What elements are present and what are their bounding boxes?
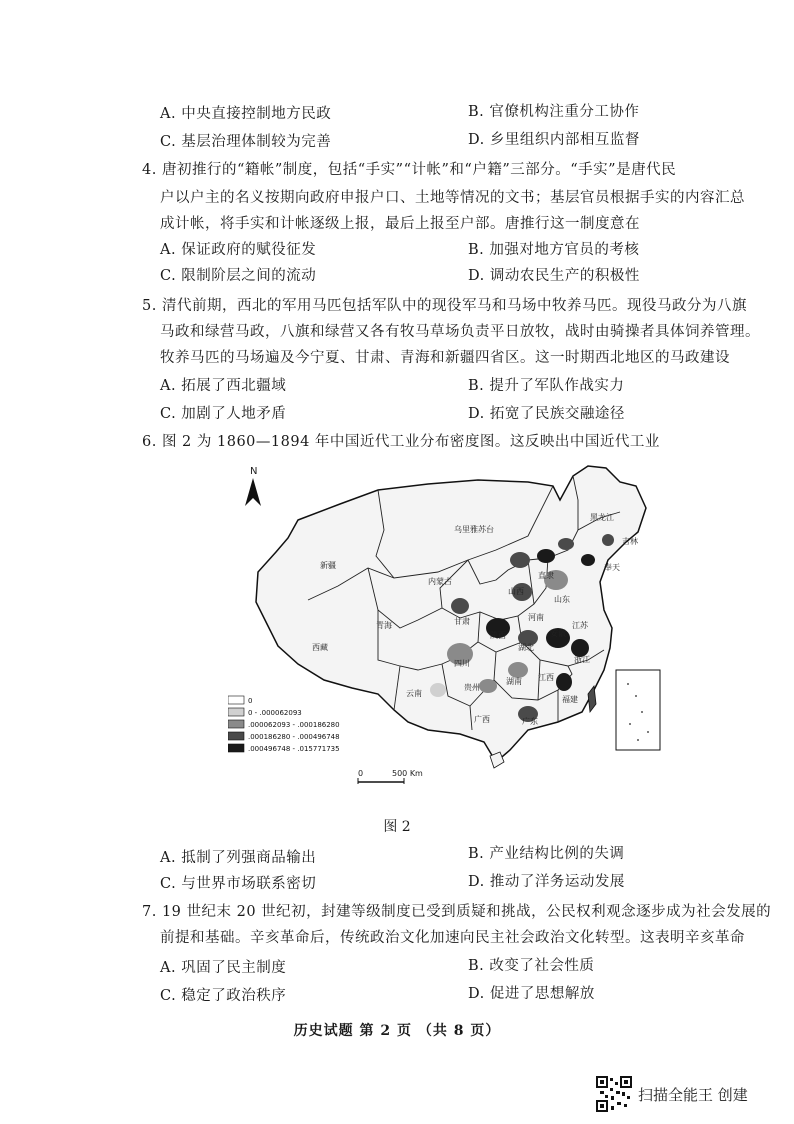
q4-option-d: D. 调动农民生产的积极性 (468, 268, 640, 284)
q4-stem-line2: 户以户主的名义按期向政府申报户口、土地等情况的文书；基层官员根据手实的内容汇总 (160, 190, 745, 206)
label-yunnan: 云南 (406, 689, 422, 698)
label-guangxi: 广西 (474, 715, 490, 724)
q3-option-a: A. 中央直接控制地方民政 (160, 106, 332, 122)
q4-option-b: B. 加强对地方官员的考核 (468, 242, 640, 258)
legend-item-2: .000062093 - .000186280 (248, 721, 340, 729)
q4-option-c: C. 限制阶层之间的流动 (160, 268, 317, 284)
q7-stem-line2: 前提和基础。辛亥革命后，传统政治文化加速向民主社会政治文化转型。这表明辛亥革命 (160, 930, 745, 946)
label-shandong: 山东 (554, 595, 570, 604)
q6-option-b: B. 产业结构比例的失调 (468, 846, 625, 862)
q5-stem-line1: 5. 清代前期，西北的军用马匹包括军队中的现役军马和马场中牧养马匹。现役马政分为八旗 (142, 298, 747, 314)
q7-stem-line1: 7. 19 世纪末 20 世纪初，封建等级制度已受到质疑和挑战，公民权利观念逐步成为社会发展的 (142, 904, 772, 920)
label-hubei: 湖北 (518, 643, 534, 652)
q5-stem-line2: 马政和绿营马政，八旗和绿营又各有牧马草场负责平日放牧，战时由骑操者具体饲养管理。 (160, 324, 760, 340)
page-footer: 历史试题 第 2 页 （共 8 页） (293, 1023, 501, 1039)
q6-stem-line1: 6. 图 2 为 1860—1894 年中国近代工业分布密度图。这反映出中国近代工业 (142, 434, 660, 450)
q6-option-d: D. 推动了洋务运动发展 (468, 874, 625, 890)
scale-zero-label: 0 (358, 769, 364, 778)
q7-option-c: C. 稳定了政治秩序 (160, 988, 287, 1004)
label-heilongjiang: 黑龙江 (590, 513, 614, 522)
label-gansu: 甘肃 (454, 617, 470, 626)
map-svg (228, 460, 668, 800)
label-henan: 河南 (528, 613, 544, 622)
label-xinjiang: 新疆 (320, 561, 336, 570)
q7-option-d: D. 促进了思想解放 (468, 986, 595, 1002)
q5-stem-line3: 牧养马匹的马场遍及今宁夏、甘肃、青海和新疆四省区。这一时期西北地区的马政建设 (160, 350, 730, 366)
q3-option-b: B. 官僚机构注重分工协作 (468, 104, 640, 120)
label-zhejiang: 浙江 (574, 655, 590, 664)
q7-option-a: A. 巩固了民主制度 (160, 960, 287, 976)
q3-option-c: C. 基层治理体制较为完善 (160, 134, 332, 150)
label-shaanxi: 陕西 (490, 631, 506, 640)
industry-density-map (228, 460, 668, 800)
q5-option-b: B. 提升了军队作战实力 (468, 378, 625, 394)
china-outline (256, 466, 646, 762)
legend-item-0: 0 (248, 697, 253, 705)
q4-stem-line1: 4. 唐初推行的“籍帐”制度，包括“手实”“计帐”和“户籍”三部分。“手实”是唐代民 (142, 162, 677, 178)
q3-option-d: D. 乡里组织内部相互监督 (468, 132, 640, 148)
label-wuliyasutai: 乌里雅苏台 (454, 525, 494, 534)
figure-caption: 图 2 (383, 819, 411, 835)
label-xizang: 西藏 (312, 643, 328, 652)
label-fujian: 福建 (562, 695, 578, 704)
label-shanxi: 山西 (508, 587, 524, 596)
label-zhili: 直隶 (538, 571, 554, 580)
legend-item-3: .000186280 - .000496748 (248, 733, 340, 741)
label-fengtian: 奉天 (604, 563, 620, 572)
q4-stem-line3: 成计帐，将手实和计帐逐级上报，最后上报至户部。唐推行这一制度意在 (160, 216, 640, 232)
label-anhui: 安徽 (550, 629, 566, 638)
label-sichuan: 四川 (454, 659, 470, 668)
q5-option-d: D. 拓宽了民族交融途径 (468, 406, 625, 422)
label-jiangxi: 江西 (538, 673, 554, 682)
scale-bar (358, 769, 423, 784)
label-hunan: 湖南 (506, 677, 522, 686)
q5-option-a: A. 拓展了西北疆域 (160, 378, 287, 394)
scanner-watermark (596, 1076, 776, 1116)
scale-distance-label: 500 Km (392, 769, 423, 778)
q5-option-c: C. 加剧了人地矛盾 (160, 406, 287, 422)
label-guangdong: 广东 (522, 717, 538, 726)
north-label: N (250, 466, 258, 477)
label-guizhou: 贵州 (464, 683, 480, 692)
q7-option-b: B. 改变了社会性质 (468, 958, 595, 974)
label-jiangsu: 江苏 (572, 621, 588, 630)
qr-code-icon (596, 1076, 632, 1112)
label-neimenggu: 内蒙古 (428, 577, 452, 586)
legend-item-1: 0 - .000062093 (248, 709, 302, 717)
q6-option-a: A. 抵制了列强商品输出 (160, 850, 317, 866)
label-qinghai: 青海 (376, 621, 392, 630)
label-jilin: 吉林 (622, 537, 638, 546)
scanner-watermark-text: 扫描全能王 创建 (638, 1086, 748, 1104)
q6-option-c: C. 与世界市场联系密切 (160, 876, 317, 892)
map-legend (228, 696, 340, 753)
north-arrow-icon (245, 466, 261, 506)
south-sea-inset (616, 670, 660, 750)
legend-item-4: .000496748 - .015771735 (248, 745, 340, 753)
q4-option-a: A. 保证政府的赋役征发 (160, 242, 317, 258)
